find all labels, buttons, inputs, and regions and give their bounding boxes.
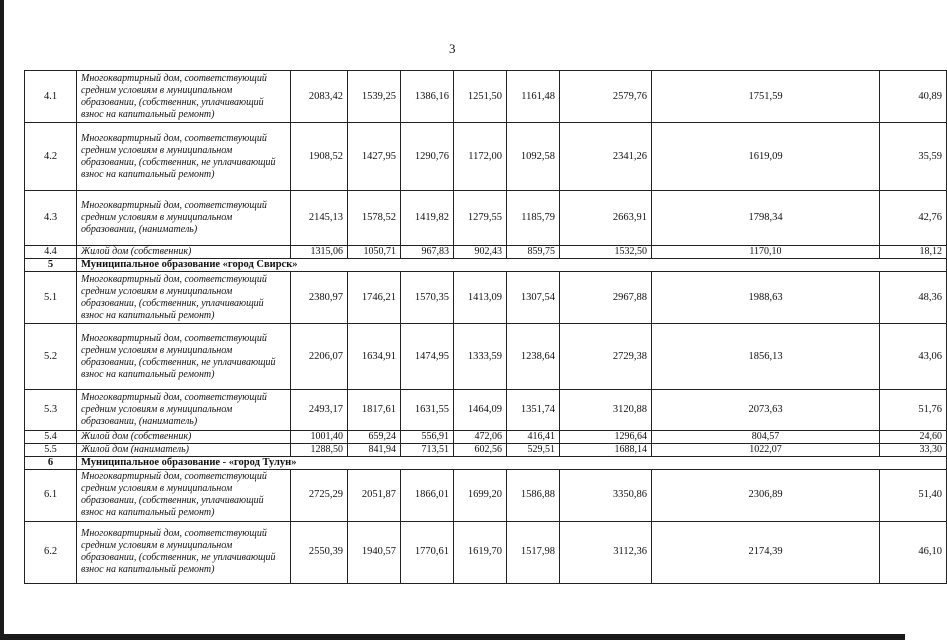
- row-description: Многоквартирный дом, соответствующий средним условиям в муниципальном образовании, (собственник, уплачивающий взнос на капитальный ремонт): [77, 272, 291, 324]
- row-description: Многоквартирный дом, соответствующий средним условиям в муниципальном образовании, (наниматель): [77, 191, 291, 246]
- value-cell: 18,12: [880, 246, 947, 259]
- table-row: [25, 123, 947, 191]
- row-number: 5.3: [25, 390, 77, 431]
- value-cell: 1296,64: [560, 431, 652, 444]
- section-row: [25, 457, 947, 470]
- value-cell: 1988,63: [652, 272, 880, 324]
- scan-left-edge: [0, 0, 4, 640]
- value-cell: 1817,61: [348, 390, 401, 431]
- value-cell: 1050,71: [348, 246, 401, 259]
- row-description: Многоквартирный дом, соответствующий средним условиям в муниципальном образовании, (наниматель): [77, 390, 291, 431]
- value-cell: 35,59: [880, 123, 947, 191]
- value-cell: 1539,25: [348, 71, 401, 123]
- value-cell: 1751,59: [652, 71, 880, 123]
- row-description: Многоквартирный дом, соответствующий средним условиям в муниципальном образовании, (собственник, не уплачивающий взнос на капитальный ремонт): [77, 123, 291, 191]
- value-cell: 2051,87: [348, 469, 401, 521]
- row-number: 4.4: [25, 246, 77, 259]
- value-cell: 2729,38: [560, 324, 652, 390]
- value-cell: 2145,13: [291, 191, 348, 246]
- value-cell: 602,56: [454, 444, 507, 457]
- value-cell: 2206,07: [291, 324, 348, 390]
- section-title: Муниципальное образование «город Свирск»: [77, 259, 947, 272]
- value-cell: 1474,95: [401, 324, 454, 390]
- value-cell: 2083,42: [291, 71, 348, 123]
- value-cell: 1290,76: [401, 123, 454, 191]
- value-cell: 1427,95: [348, 123, 401, 191]
- row-description: Жилой дом (собственник): [77, 431, 291, 444]
- value-cell: 1288,50: [291, 444, 348, 457]
- row-number: 4.2: [25, 123, 77, 191]
- value-cell: 1578,52: [348, 191, 401, 246]
- section-title: Муниципальное образование - «город Тулун»: [77, 457, 947, 470]
- value-cell: 1908,52: [291, 123, 348, 191]
- value-cell: 1688,14: [560, 444, 652, 457]
- value-cell: 43,06: [880, 324, 947, 390]
- value-cell: 1307,54: [507, 272, 560, 324]
- row-description: Жилой дом (наниматель): [77, 444, 291, 457]
- value-cell: 1185,79: [507, 191, 560, 246]
- value-cell: 1798,34: [652, 191, 880, 246]
- value-cell: 529,51: [507, 444, 560, 457]
- value-cell: 2174,39: [652, 521, 880, 583]
- page-number: 3: [449, 41, 456, 56]
- value-cell: 1315,06: [291, 246, 348, 259]
- value-cell: 3120,88: [560, 390, 652, 431]
- value-cell: 1161,48: [507, 71, 560, 123]
- value-cell: 2341,26: [560, 123, 652, 191]
- value-cell: 1413,09: [454, 272, 507, 324]
- value-cell: 1532,50: [560, 246, 652, 259]
- row-description: Жилой дом (собственник): [77, 246, 291, 259]
- value-cell: 2579,76: [560, 71, 652, 123]
- section-number: 6: [25, 457, 77, 470]
- value-cell: 1856,13: [652, 324, 880, 390]
- value-cell: 1619,09: [652, 123, 880, 191]
- value-cell: 1746,21: [348, 272, 401, 324]
- value-cell: 416,41: [507, 431, 560, 444]
- table-row: [25, 191, 947, 246]
- row-description: Многоквартирный дом, соответствующий средним условиям в муниципальном образовании, (собственник, уплачивающий взнос на капитальный ремонт): [77, 71, 291, 123]
- value-cell: 24,60: [880, 431, 947, 444]
- table-row: [25, 71, 947, 123]
- value-cell: 1386,16: [401, 71, 454, 123]
- row-number: 4.3: [25, 191, 77, 246]
- table-row: [25, 431, 947, 444]
- row-description: Многоквартирный дом, соответствующий средним условиям в муниципальном образовании, (собственник, не уплачивающий взнос на капитальный ремонт): [77, 324, 291, 390]
- row-number: 5.2: [25, 324, 77, 390]
- value-cell: 33,30: [880, 444, 947, 457]
- value-cell: 556,91: [401, 431, 454, 444]
- table-row: [25, 246, 947, 259]
- value-cell: 1866,01: [401, 469, 454, 521]
- value-cell: 1170,10: [652, 246, 880, 259]
- value-cell: 46,10: [880, 521, 947, 583]
- value-cell: 1517,98: [507, 521, 560, 583]
- value-cell: 1699,20: [454, 469, 507, 521]
- value-cell: 51,76: [880, 390, 947, 431]
- value-cell: 1419,82: [401, 191, 454, 246]
- value-cell: 804,57: [652, 431, 880, 444]
- row-number: 5.1: [25, 272, 77, 324]
- value-cell: 1631,55: [401, 390, 454, 431]
- value-cell: 859,75: [507, 246, 560, 259]
- value-cell: 42,76: [880, 191, 947, 246]
- value-cell: 1586,88: [507, 469, 560, 521]
- tariff-table: [24, 70, 947, 584]
- table-row: [25, 272, 947, 324]
- value-cell: 3350,86: [560, 469, 652, 521]
- value-cell: 48,36: [880, 272, 947, 324]
- value-cell: 2550,39: [291, 521, 348, 583]
- value-cell: 1351,74: [507, 390, 560, 431]
- row-number: 6.1: [25, 469, 77, 521]
- value-cell: 472,06: [454, 431, 507, 444]
- table-row: [25, 444, 947, 457]
- value-cell: 902,43: [454, 246, 507, 259]
- value-cell: 1279,55: [454, 191, 507, 246]
- value-cell: 3112,36: [560, 521, 652, 583]
- value-cell: 1634,91: [348, 324, 401, 390]
- value-cell: 1251,50: [454, 71, 507, 123]
- value-cell: 1940,57: [348, 521, 401, 583]
- value-cell: 2493,17: [291, 390, 348, 431]
- table-row: [25, 521, 947, 583]
- row-number: 6.2: [25, 521, 77, 583]
- value-cell: 1001,40: [291, 431, 348, 444]
- value-cell: 967,83: [401, 246, 454, 259]
- value-cell: 2725,29: [291, 469, 348, 521]
- value-cell: 2306,89: [652, 469, 880, 521]
- value-cell: 1464,09: [454, 390, 507, 431]
- row-number: 5.5: [25, 444, 77, 457]
- value-cell: 1619,70: [454, 521, 507, 583]
- value-cell: 1333,59: [454, 324, 507, 390]
- row-description: Многоквартирный дом, соответствующий средним условиям в муниципальном образовании, (собственник, уплачивающий взнос на капитальный ремонт): [77, 469, 291, 521]
- value-cell: 2663,91: [560, 191, 652, 246]
- table-row: [25, 390, 947, 431]
- value-cell: 1770,61: [401, 521, 454, 583]
- value-cell: 2967,88: [560, 272, 652, 324]
- row-number: 5.4: [25, 431, 77, 444]
- row-description: Многоквартирный дом, соответствующий средним условиям в муниципальном образовании, (собственник, не уплачивающий взнос на капитальный ремонт): [77, 521, 291, 583]
- value-cell: 40,89: [880, 71, 947, 123]
- value-cell: 51,40: [880, 469, 947, 521]
- value-cell: 713,51: [401, 444, 454, 457]
- row-number: 4.1: [25, 71, 77, 123]
- section-row: [25, 259, 947, 272]
- section-number: 5: [25, 259, 77, 272]
- table-row: [25, 469, 947, 521]
- value-cell: 1092,58: [507, 123, 560, 191]
- value-cell: 2073,63: [652, 390, 880, 431]
- scan-bottom-edge: [0, 634, 905, 640]
- table-row: [25, 324, 947, 390]
- value-cell: 659,24: [348, 431, 401, 444]
- value-cell: 1022,07: [652, 444, 880, 457]
- value-cell: 2380,97: [291, 272, 348, 324]
- value-cell: 841,94: [348, 444, 401, 457]
- value-cell: 1570,35: [401, 272, 454, 324]
- value-cell: 1238,64: [507, 324, 560, 390]
- value-cell: 1172,00: [454, 123, 507, 191]
